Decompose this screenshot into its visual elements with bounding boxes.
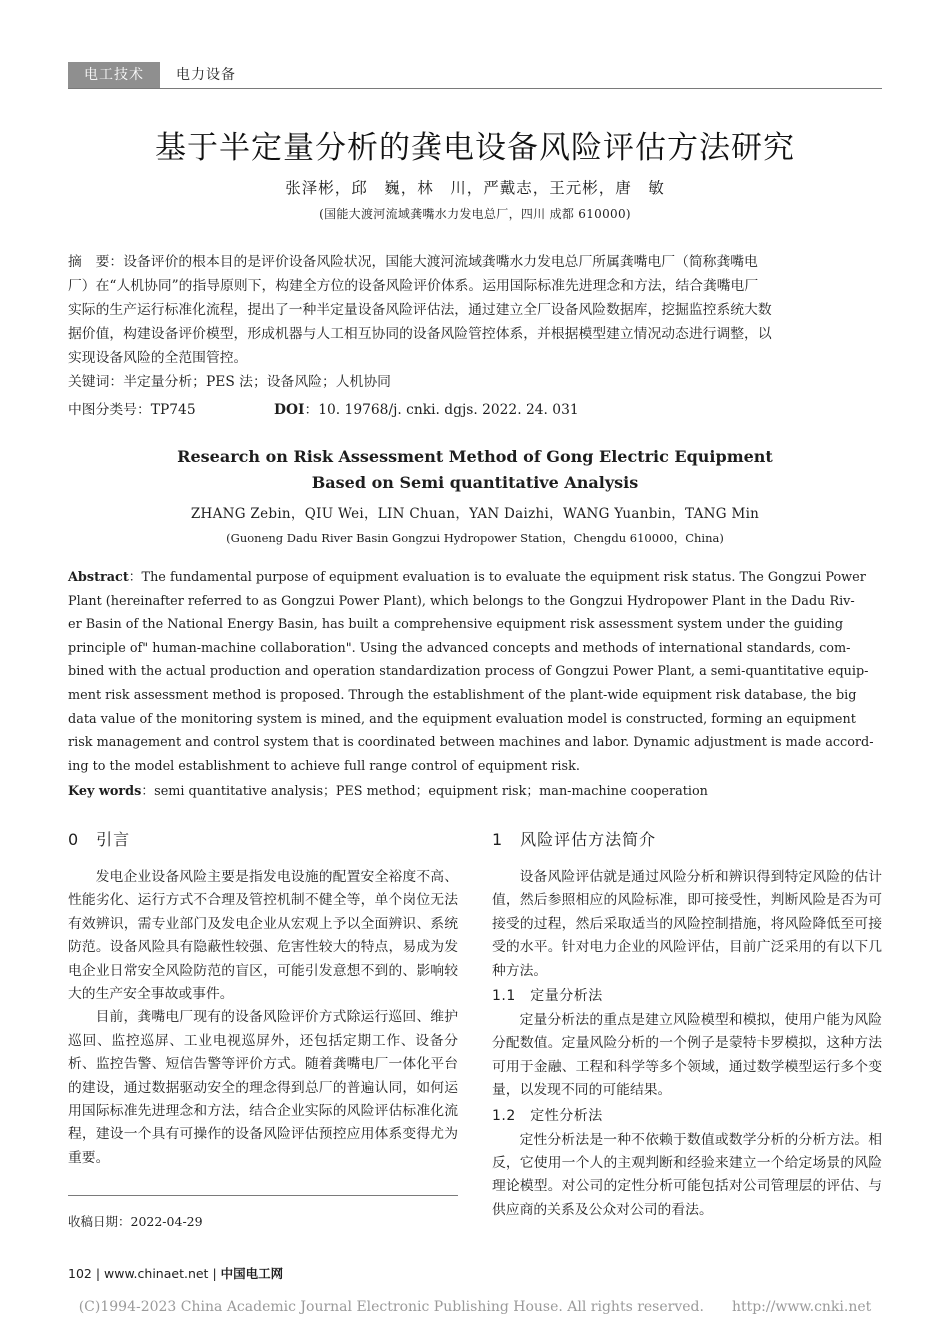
footer-separator: | (95, 1266, 105, 1281)
subsection-heading: 1.2 定性分析法 (492, 1107, 603, 1124)
body-paragraph: 定量分析法的重点是建立风险模型和模拟，使用户能为风险分配数值。定量风险分析的一个例子是蒙特卡罗模拟，这种方法可用于金融、工程和科学等多个领域，通过数学模型运行多个变量，以发现不同的可能结果。 (492, 1012, 882, 1099)
abstract-zh-label: 摘 要： (68, 254, 124, 270)
english-abstract-line: Abstract：The fundamental purpose of equipment evaluation is to evaluate the equipment risk status. The Gongzui Power (68, 570, 866, 585)
subsection-heading: 1.1 定量分析法 (492, 988, 603, 1005)
abstract-zh-line: 据价值，构建设备评价模型，形成机器与人工相互协同的设备风险管控体系，并根据模型建立情况动态进行调整，以 (68, 326, 772, 342)
body-paragraph: 发电企业设备风险主要是指发电设施的配置安全裕度不高、性能劣化、运行方式不合理及管控机制不健全等，单个岗位无法有效辨识，需专业部门及发电企业从宏观上予以全面辨识、系统防范。设备风险具有隐蔽性较强、危害性较大的特点，易成为发电企业日常安全风险防范的盲区，可能引发意想不到的、影响较大的生产安全事故或事件。 (68, 869, 458, 1003)
footer-separator: | (212, 1266, 221, 1281)
column-tag: 电工技术 (68, 62, 160, 88)
header-rule (68, 88, 882, 89)
section-name: 电力设备 (176, 67, 236, 83)
copyright-line: (C)1994-2023 China Academic Journal Electronic Publishing House. All rights reserved. http://www.cnki.net (78, 1299, 872, 1315)
section-heading: 0 引言 (68, 830, 131, 849)
paper-title: 基于半定量分析的龚电设备风险评估方法研究 (155, 130, 795, 166)
english-keywords: Key words：semi quantitative analysis；PES method；equipment risk；man-machine cooperation (68, 784, 708, 799)
doi-value: ：10. 19768/j. cnki. dgjs. 2022. 24. 031 (304, 402, 579, 418)
clc-label: 中图分类号： (68, 402, 151, 418)
footnote-rule (68, 1195, 458, 1196)
classification-row (68, 398, 882, 418)
abstract-zh (68, 250, 882, 394)
body-paragraph: 定性分析法是一种不依赖于数值或数学分析的分析方法。相反，它使用一个人的主观判断和经验来建立一个给定场景的风险理论模型。对公司的定性分析可能包括对公司管理层的评估、与供应商的关系及公众对公司的看法。 (492, 1131, 882, 1218)
abstract-zh-line: 厂）在“人机协同”的指导原则下，构建全方位的设备风险评价体系。运用国际标准先进理念和方法，结合龚嘴电厂 (68, 278, 759, 294)
english-title (68, 444, 882, 496)
english-abstract (68, 566, 882, 778)
english-abstract-line: er Basin of the National Energy Basin, has built a comprehensive equipment risk assessment system under the guiding (68, 617, 844, 633)
abstract-label: Abstract (68, 570, 129, 585)
abstract-zh-line: 实现设备风险的全范围管控。 (68, 350, 248, 366)
doi-label: DOI (274, 402, 305, 418)
english-abstract-line: data value of the monitoring system is mined, and the equipment evaluation model is constructed, forming an equipment (68, 711, 856, 727)
right-column (492, 826, 882, 1222)
footer-brand: 中国电工网 (220, 1266, 284, 1281)
body-paragraph: 设备风险评估就是通过风险分析和辨识得到特定风险的估计值，然后参照相应的风险标准，即可接受性，判断风险是否为可接受的过程，然后采取适当的风险控制措施，将风险降低至可接受的水平。针对电力企业的风险评估，目前广泛采用的有以下几种方法。 (492, 869, 882, 979)
affiliation: (国能大渡河流域龚嘴水力发电总厂，四川 成都 610000) (319, 207, 631, 221)
abstract-zh-line: 实际的生产运行标准化流程，提出了一种半定量设备风险评估法，通过建立全厂设备风险数据库，挖掘监控系统大数 (68, 302, 772, 318)
doi (274, 398, 579, 418)
body-paragraph: 目前，龚嘴电厂现有的设备风险评价方式除运行巡回、维护巡回、监控巡屏、工业电视巡屏外，还包括定期工作、设备分析、监控告警、短信告警等评价方式。随着龚嘴电厂一体化平台的建设，通过数据驱动安全的理念得到总厂的普遍认同，如何运用国际标准先进理念和方法，结合企业实际的风险评估标准化流程，建设一个具有可操作的设备风险评估预控应用体系变得尤为重要。 (68, 1009, 458, 1166)
english-abstract-line: ing to the model establishment to achieve full range control of equipment risk. (68, 758, 580, 774)
english-abstract-line: principle of" human-machine collaboration". Using the advanced concepts and methods of international standards, com- (68, 640, 851, 656)
english-abstract-line: risk management and control system that is coordinated between machines and labor. Dynamic adjustment is made accord- (68, 735, 874, 751)
english-title-line: Based on Semi quantitative Analysis (311, 473, 639, 492)
keywords-label: Key words (68, 784, 142, 799)
page-footer (68, 1264, 283, 1282)
authors: 张泽彬，邱 巍，林 川，严戴志，王元彬，唐 敏 (285, 179, 665, 197)
english-abstract-line: Plant (hereinafter referred to as Gongzui Power Plant), which belongs to the Gongzui Hydropower Plant in the Dadu Riv- (68, 593, 855, 609)
received-date: 收稿日期：2022-04-29 (68, 1214, 203, 1229)
section-heading: 1 风险评估方法简介 (492, 830, 657, 849)
abstract-zh-line: 摘 要：设备评价的根本目的是评价设备风险状况，国能大渡河流域龚嘴水力发电总厂所属龚嘴电厂（简称龚嘴电 (68, 254, 758, 270)
english-authors: ZHANG Zebin，QIU Wei，LIN Chuan，YAN Daizhi，WANG Yuanbin，TANG Min (190, 506, 760, 522)
clc-code: TP745 (150, 402, 196, 418)
english-abstract-line: bined with the actual production and operation standardization process of Gongzui Power Plant, a semi-quantitative equip- (68, 664, 869, 680)
footer-site[interactable]: www.chinaet.net (104, 1266, 209, 1281)
keywords-zh: 关键词：半定量分析；PES 法；设备风险；人机协同 (68, 374, 391, 390)
english-affiliation: (Guoneng Dadu River Basin Gongzui Hydropower Station，Chengdu 610000，China) (226, 531, 724, 545)
english-title-line: Research on Risk Assessment Method of Gong Electric Equipment (177, 447, 773, 466)
left-column (68, 826, 458, 1170)
page-number: 102 (68, 1266, 92, 1281)
english-abstract-line: ment risk assessment method is proposed. Through the establishment of the plant-wide equipment risk database, the big (68, 687, 857, 703)
